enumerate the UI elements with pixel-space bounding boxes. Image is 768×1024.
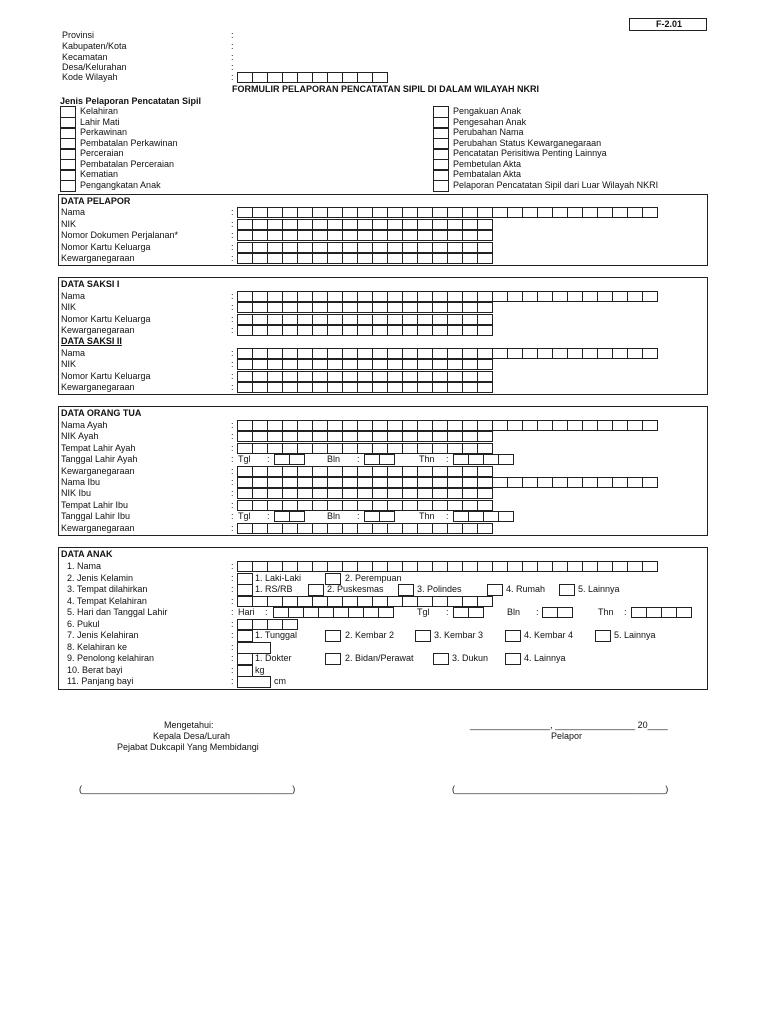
label-desa: Desa/Kelurahan (62, 62, 127, 72)
tempat-dilahirkan-option: 1. RS/RB (255, 584, 293, 594)
jenis-kelahiran-option: 1. Tunggal (255, 630, 298, 640)
colon: : (231, 291, 234, 301)
saksi1-field-label: Nomor Kartu Keluarga (61, 313, 151, 324)
colon: : (231, 359, 234, 370)
form-code: F-2.01 (656, 19, 683, 29)
jenis-kelahiran-option-box[interactable] (595, 630, 611, 642)
jenis-kelamin-option: 2. Perempuan (345, 573, 402, 583)
colon: : (231, 630, 234, 640)
kg-label: kg (255, 665, 265, 675)
tempat-dilahirkan-option-box[interactable] (308, 584, 324, 596)
hari-cells[interactable] (273, 607, 393, 618)
thn-cells[interactable] (453, 454, 513, 465)
saksi2-field-label: NIK (61, 359, 77, 370)
saksi2-field-label: Nama (61, 348, 86, 358)
orang-tua-field-cells[interactable] (237, 477, 657, 488)
colon: : (231, 619, 234, 629)
orang-tua-field-label: Tempat Lahir Ayah (61, 442, 136, 453)
colon: : (231, 30, 234, 40)
colon: : (267, 511, 270, 522)
penolong-option: 4. Lainnya (524, 653, 566, 663)
tempat-dilahirkan-option: 3. Polindes (417, 584, 462, 594)
bln-label: Bln (327, 511, 341, 522)
bln-cells[interactable] (542, 607, 572, 618)
orang-tua-field-cells[interactable] (237, 443, 492, 454)
jenis-option-label: Perkawinan (80, 127, 128, 137)
saksi1-field-label: Kewarganegaraan (61, 324, 135, 335)
colon: : (231, 207, 234, 217)
anak-field-label: 9. Penolong kelahiran (67, 653, 155, 663)
form-title: FORMULIR PELAPORAN PENCATATAN SIPIL DI DALAM WILAYAH NKRI (232, 84, 540, 94)
colon: : (231, 348, 234, 358)
colon: : (231, 442, 234, 453)
tempat-dilahirkan-option-box[interactable] (487, 584, 503, 596)
panjang-bayi-box[interactable] (237, 676, 271, 688)
cm-label: cm (274, 676, 286, 686)
kepala-label: Kepala Desa/Lurah (153, 731, 231, 741)
colon: : (265, 607, 268, 617)
thn-label: Thn (419, 454, 435, 465)
colon: : (231, 607, 234, 617)
tgl-cells[interactable] (274, 511, 304, 522)
jenis-kelahiran-option-box[interactable] (415, 630, 431, 642)
saksi2-field-cells[interactable] (237, 359, 492, 370)
tempat-dilahirkan-option: 4. Rumah (506, 584, 546, 594)
colon: : (624, 607, 627, 617)
colon: : (231, 573, 234, 583)
bln-label: Bln (327, 454, 341, 465)
saksi2-field-cells[interactable] (237, 371, 492, 382)
tempat-dilahirkan-option: 5. Lainnya (578, 584, 620, 594)
jenis-option-label: Pembatalan Perceraian (80, 158, 175, 169)
tempat-dilahirkan-box[interactable] (237, 584, 253, 596)
colon: : (446, 511, 449, 522)
jenis-option-label: Kematian (80, 169, 119, 179)
pelapor-field-label: Nomor Kartu Keluarga (61, 241, 151, 252)
jenis-kelahiran-option-box[interactable] (505, 630, 521, 642)
colon: : (231, 313, 234, 324)
colon: : (231, 370, 234, 381)
anak-field-label: 6. Pukul (67, 619, 100, 629)
colon: : (231, 665, 234, 675)
mengetahui-label: Mengetahui: (164, 720, 214, 730)
colon: : (231, 253, 234, 263)
orang-tua-field-label: Tanggal Lahir Ayah (61, 454, 138, 465)
pelapor-field-cells[interactable] (237, 219, 492, 230)
jenis-option-label: Pengakuan Anak (453, 106, 522, 116)
colon: : (231, 454, 234, 465)
jenis-kelahiran-option: 4. Kembar 4 (524, 630, 574, 640)
thn-cells[interactable] (631, 607, 691, 618)
bln-label: Bln (507, 607, 521, 617)
pelapor-field-label: Nama (61, 207, 86, 217)
orang-tua-field-cells[interactable] (237, 431, 492, 442)
kode-wilayah-cells[interactable] (237, 72, 387, 83)
tgl-cells[interactable] (453, 607, 483, 618)
saksi1-field-label: NIK (61, 302, 77, 313)
penolong-option: 2. Bidan/Perawat (345, 653, 414, 663)
signature-line-left[interactable]: (__________________________________________) (79, 784, 296, 794)
colon: : (231, 477, 234, 487)
colon: : (231, 522, 234, 533)
orang-tua-field-label: Tanggal Lahir Ibu (61, 511, 131, 522)
hari-label: Hari (238, 607, 255, 617)
anak-nama-cells[interactable] (237, 561, 657, 572)
colon: : (357, 511, 360, 522)
orang-tua-field-cells[interactable] (237, 420, 657, 431)
penolong-option-box[interactable] (325, 653, 341, 665)
colon: : (446, 454, 449, 465)
jenis-option-label: Kelahiran (80, 106, 119, 116)
jenis-option-label: Pengesahan Anak (453, 116, 527, 127)
anak-field-label: 3. Tempat dilahirkan (67, 584, 148, 594)
pelapor-field-cells[interactable] (237, 253, 492, 264)
colon: : (231, 218, 234, 229)
penolong-box[interactable] (237, 653, 253, 665)
colon: : (536, 607, 539, 617)
orang-tua-field-label: Nama Ayah (61, 420, 108, 430)
thn-cells[interactable] (453, 511, 513, 522)
colon: : (231, 584, 234, 594)
penolong-option: 3. Dukun (452, 653, 489, 663)
colon: : (231, 41, 234, 51)
saksi2-field-label: Kewarganegaraan (61, 381, 135, 392)
jenis-checkbox[interactable] (60, 180, 76, 192)
jenis-option-label: Perceraian (80, 148, 124, 158)
orang-tua-field-label: Kewarganegaraan (61, 522, 135, 533)
anak-field-label: 2. Jenis Kelamin (67, 573, 134, 583)
pelapor-field-cells[interactable] (237, 242, 492, 253)
jenis-option-label: Pembetulan Akta (453, 158, 522, 169)
colon: : (231, 561, 234, 571)
colon: : (357, 454, 360, 465)
penolong-option-box[interactable] (433, 653, 449, 665)
saksi2-title: DATA SAKSI II (61, 336, 122, 346)
colon: : (231, 676, 234, 686)
label-kode-wilayah: Kode Wilayah (62, 72, 118, 82)
pelapor-field-cells[interactable] (237, 230, 492, 241)
tempat-kelahiran-cells[interactable] (237, 596, 492, 607)
anak-title: DATA ANAK (61, 549, 113, 559)
anak-field-label: 7. Jenis Kelahiran (67, 630, 139, 640)
jenis-title: Jenis Pelaporan Pencatatan Sipil (60, 96, 202, 106)
tempat-dilahirkan-option: 2. Puskesmas (327, 584, 384, 594)
colon: : (231, 488, 234, 499)
colon: : (446, 607, 449, 617)
orang-tua-field-label: Kewarganegaraan (61, 465, 135, 476)
jenis-option-label: Pembatalan Perkawinan (80, 137, 178, 148)
pelapor-field-label: NIK (61, 218, 77, 229)
bln-cells[interactable] (364, 454, 394, 465)
colon: : (231, 642, 234, 652)
pelapor-field-cells[interactable] (237, 207, 657, 218)
orang-tua-field-cells[interactable] (237, 488, 492, 499)
tgl-label: Tgl (238, 454, 251, 465)
colon: : (231, 52, 234, 62)
colon: : (267, 454, 270, 465)
jenis-option-label: Lahir Mati (80, 116, 120, 127)
orang-tua-field-label: Nama Ibu (61, 477, 101, 487)
colon: : (231, 381, 234, 392)
saksi2-field-cells[interactable] (237, 382, 492, 393)
colon: : (231, 72, 234, 82)
colon: : (231, 499, 234, 510)
jenis-kelahiran-box[interactable] (237, 630, 253, 642)
pelapor-title: DATA PELAPOR (61, 196, 131, 206)
label-provinsi: Provinsi (62, 30, 95, 40)
date-line[interactable]: ________________, ________________ 20____ (470, 720, 668, 730)
jenis-option-label: Perubahan Nama (453, 127, 524, 137)
tgl-cells[interactable] (274, 454, 304, 465)
colon: : (231, 465, 234, 476)
saksi1-field-cells[interactable] (237, 314, 492, 325)
saksi1-field-cells[interactable] (237, 291, 657, 302)
jenis-kelahiran-option: 5. Lainnya (614, 630, 656, 640)
orang-tua-field-label: NIK Ayah (61, 431, 99, 442)
orang-tua-field-cells[interactable] (237, 466, 492, 477)
colon: : (231, 420, 234, 430)
orang-tua-field-label: NIK Ibu (61, 488, 92, 499)
colon: : (231, 596, 234, 606)
colon: : (231, 230, 234, 240)
jenis-option-label: Pelaporan Pencatatan Sipil dari Luar Wilayah NKRI (453, 179, 659, 190)
jenis-option-label: Pembatalan Akta (453, 169, 522, 179)
saksi1-field-cells[interactable] (237, 302, 492, 313)
colon: : (231, 241, 234, 252)
jenis-option-label: Pengangkatan Anak (80, 179, 161, 190)
pejabat-label: Pejabat Dukcapil Yang Membidangi (117, 742, 259, 752)
orang-tua-field-cells[interactable] (237, 500, 492, 511)
jenis-kelahiran-option-box[interactable] (325, 630, 341, 642)
pelapor-sign-label: Pelapor (551, 731, 583, 741)
thn-label: Thn (598, 607, 614, 617)
tgl-label: Tgl (238, 511, 251, 522)
label-kecamatan: Kecamatan (62, 52, 108, 62)
tempat-dilahirkan-option-box[interactable] (559, 584, 575, 596)
signature-line-right[interactable]: (__________________________________________) (452, 784, 669, 794)
anak-field-label: 5. Hari dan Tanggal Lahir (67, 607, 168, 617)
anak-field-label: 11. Panjang bayi (67, 676, 134, 686)
colon: : (231, 653, 234, 663)
saksi2-field-cells[interactable] (237, 348, 657, 359)
colon: : (231, 511, 234, 522)
jenis-kelahiran-option: 2. Kembar 2 (345, 630, 395, 640)
saksi1-title: DATA SAKSI I (61, 279, 120, 289)
pelapor-field-label: Nomor Dokumen Perjalanan* (61, 230, 179, 240)
anak-field-label: 4. Tempat Kelahiran (67, 596, 147, 606)
pukul-cells[interactable] (237, 619, 297, 630)
jenis-kelahiran-option: 3. Kembar 3 (434, 630, 484, 640)
tgl-label: Tgl (417, 607, 430, 617)
colon: : (231, 431, 234, 442)
anak-field-label: 8. Kelahiran ke (67, 642, 128, 652)
jenis-option-label: Perubahan Status Kewarganegaraan (453, 137, 602, 148)
anak-field-label: 10. Berat bayi (67, 665, 123, 675)
saksi1-field-label: Nama (61, 291, 86, 301)
colon: : (231, 302, 234, 313)
orang-tua-field-label: Tempat Lahir Ibu (61, 499, 129, 510)
anak-field-label: 1. Nama (67, 561, 102, 571)
penolong-option-box[interactable] (505, 653, 521, 665)
orang-tua-field-cells[interactable] (237, 523, 492, 534)
orang-tua-title: DATA ORANG TUA (61, 408, 142, 418)
jenis-kelamin-option: 1. Laki-Laki (255, 573, 302, 583)
colon: : (231, 62, 234, 72)
jenis-checkbox[interactable] (433, 180, 449, 192)
saksi1-field-cells[interactable] (237, 325, 492, 336)
thn-label: Thn (419, 511, 435, 522)
colon: : (231, 324, 234, 335)
tempat-dilahirkan-option-box[interactable] (398, 584, 414, 596)
jenis-option-label: Pencatatan Perisitiwa Penting Lainnya (453, 148, 607, 158)
pelapor-field-label: Kewarganegaraan (61, 253, 135, 263)
penolong-option: 1. Dokter (255, 653, 292, 663)
label-kabupaten: Kabupaten/Kota (62, 41, 127, 51)
bln-cells[interactable] (364, 511, 394, 522)
saksi2-field-label: Nomor Kartu Keluarga (61, 370, 151, 381)
